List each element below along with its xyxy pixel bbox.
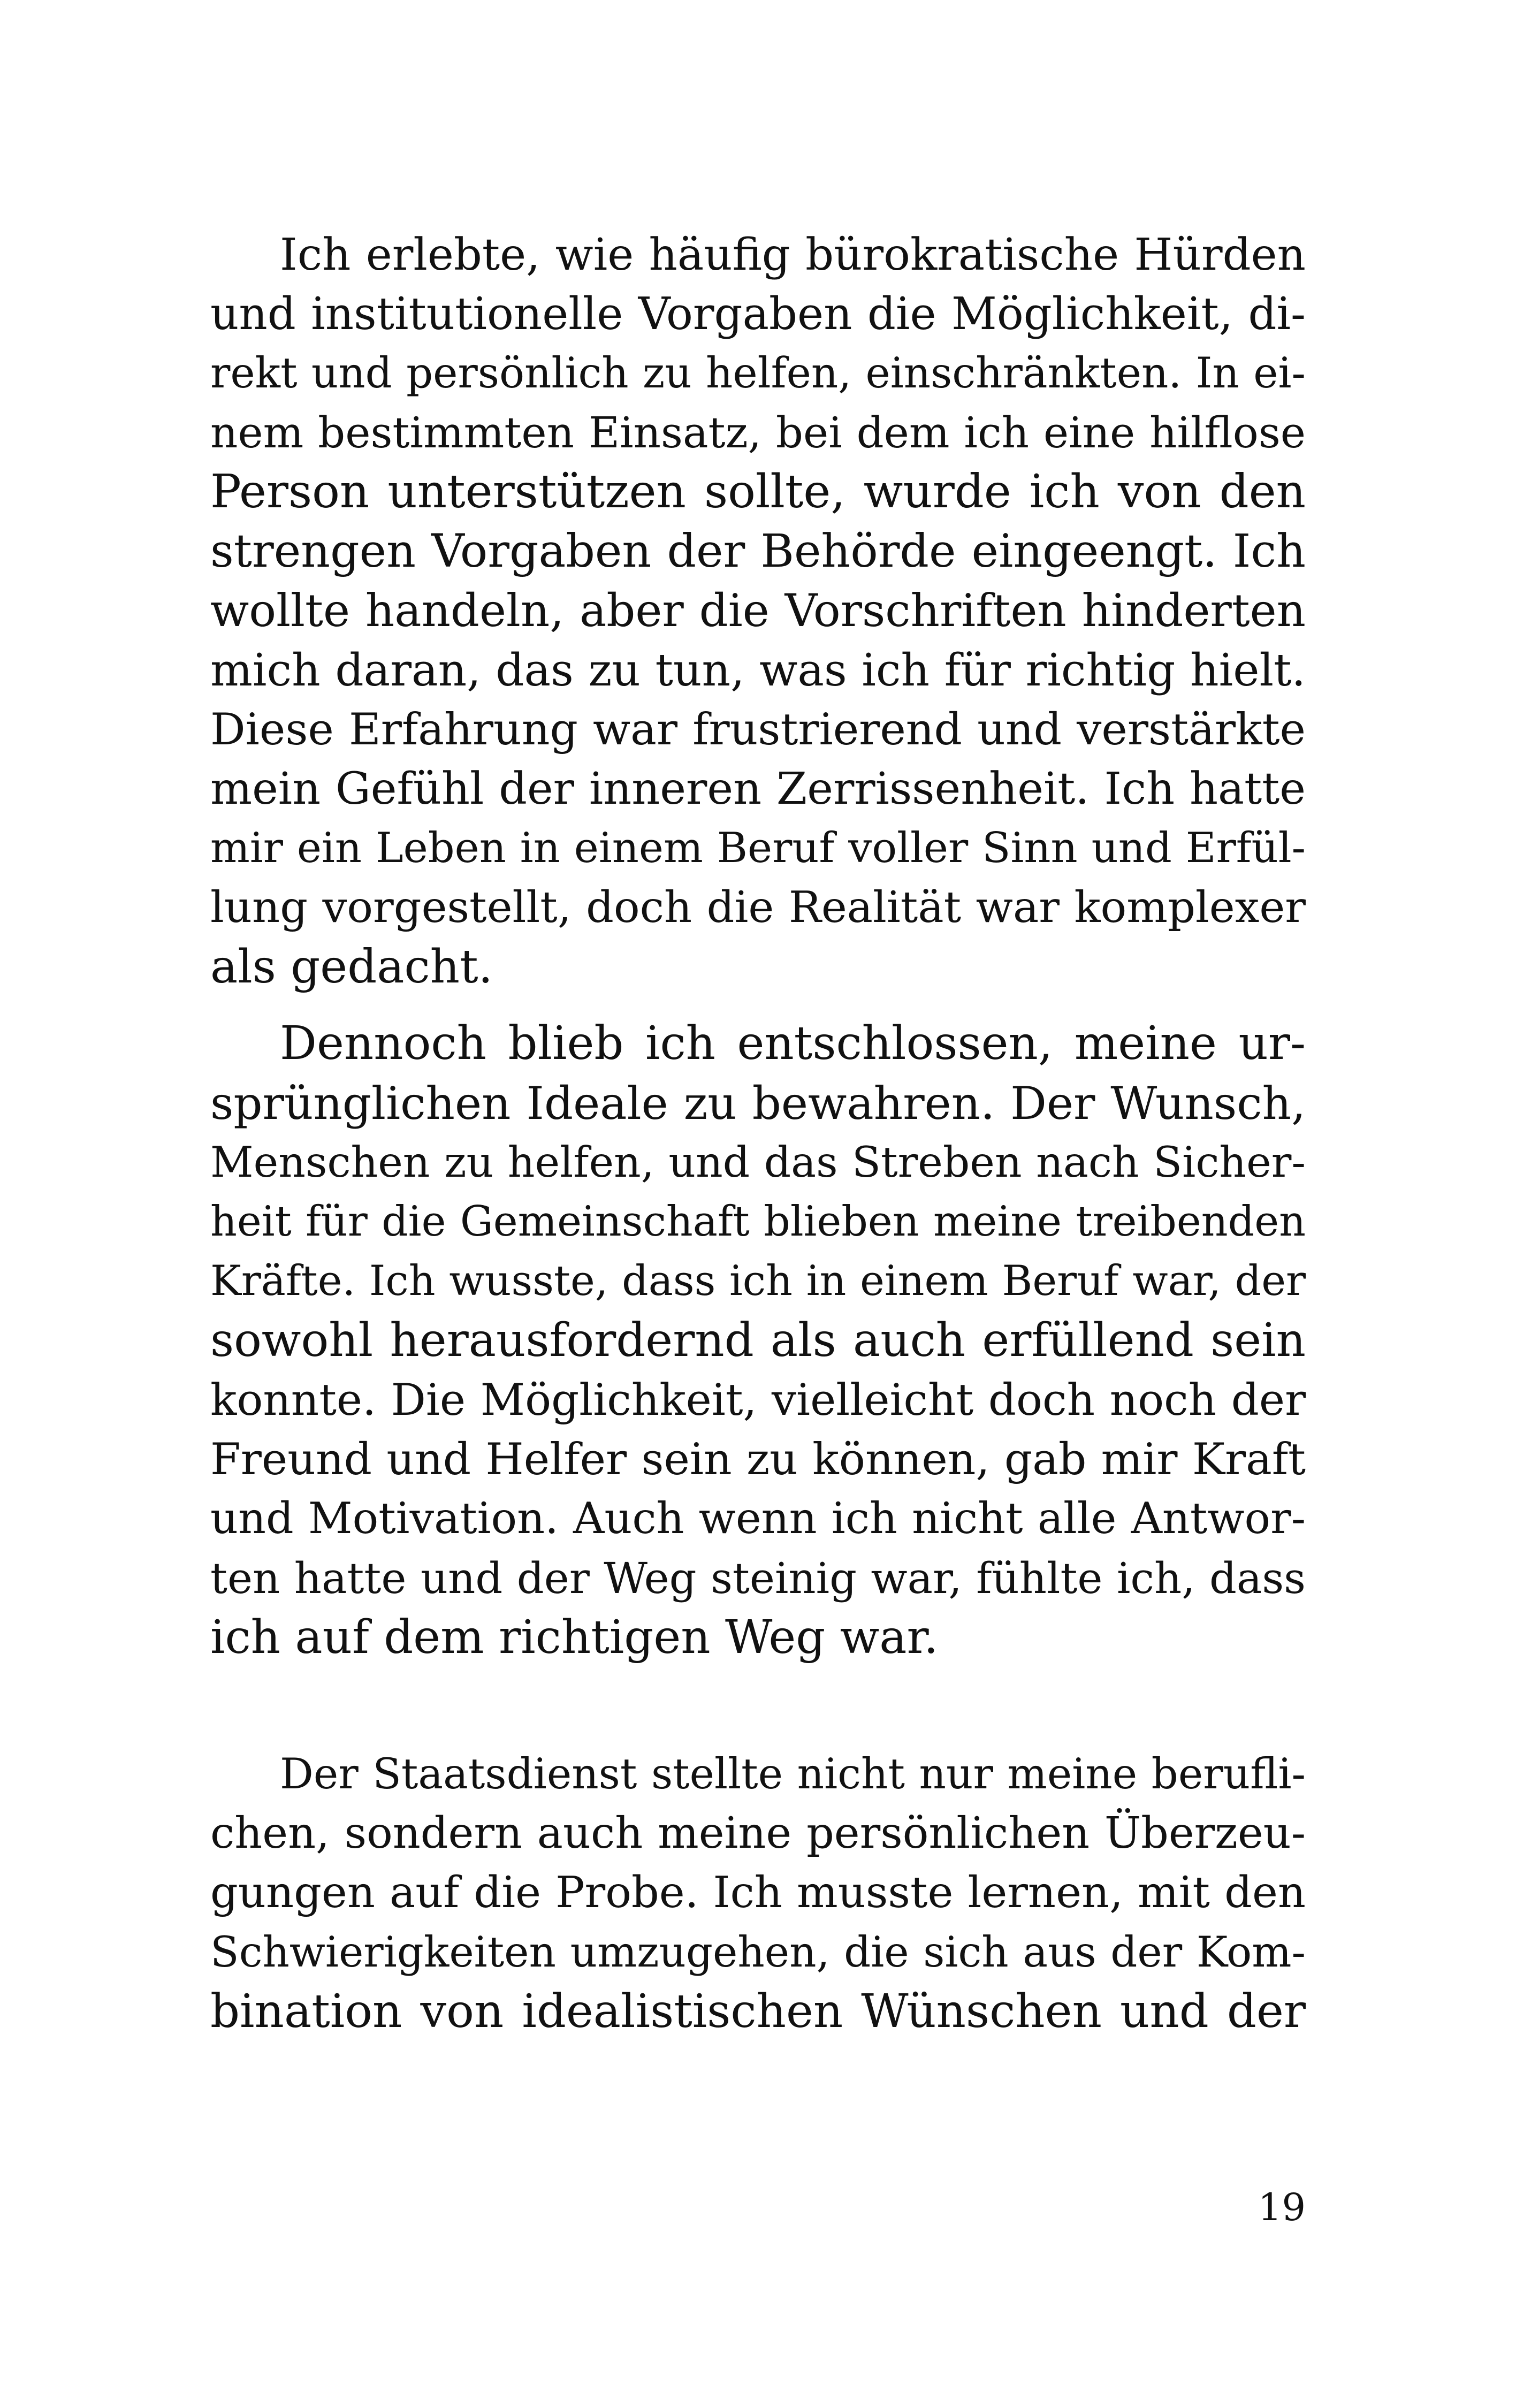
text-line: mein Gefühl der inneren Zerrissenheit. Ich hatte [210,764,1306,814]
text-line: Ich erlebte, wie häufig bürokratische Hürden [280,228,1306,280]
text-line: ich auf dem richtigen Weg war. [210,1611,939,1664]
text-line: ten hatte und der Weg steinig war, fühlte ich, dass [210,1553,1306,1603]
paragraph-1 [210,225,1306,997]
text-line: lung vorgestellt, doch die Realität war komplexer [210,882,1306,933]
text-line: gungen auf die Probe. Ich musste lernen, mit den [210,1868,1306,1918]
text-line: sowohl herausfordernd als auch erfüllend sein [210,1314,1306,1367]
text-line: als gedacht. [210,940,493,994]
text-line: Dennoch blieb ich entschlossen, meine ur- [280,1017,1306,1070]
text-line: mir ein Leben in einem Beruf voller Sinn und Erfül- [210,824,1306,872]
text-line: Kräfte. Ich wusste, dass ich in einem Beruf war, der [210,1257,1306,1305]
text-line: Diese Erfahrung war frustrierend und verstärkte [210,704,1306,755]
text-line: sprünglichen Ideale zu bewahren. Der Wunsch, [210,1077,1306,1130]
paragraph-2 [210,1014,1306,1667]
text-line: Person unterstützen sollte, wurde ich von den [210,465,1306,519]
text-line: Der Staatsdienst stellte nicht nur meine berufli- [280,1750,1306,1799]
text-line: nem bestimmten Einsatz, bei dem ich eine hilflose [210,408,1306,458]
paragraph-3 [210,1744,1306,2041]
text-line: heit für die Gemeinschaft blieben meine treibenden [210,1198,1306,1246]
text-line: und Motivation. Auch wenn ich nicht alle Antwor- [210,1493,1306,1544]
page-number: 19 [1258,2185,1306,2229]
text-line: und institutionelle Vorgaben die Möglichkeit, di- [210,288,1306,340]
text-line: rekt und persönlich zu helfen, einschränkten. In ei- [210,349,1306,398]
text-line: bination von idealistischen Wünschen und der [210,1985,1306,2038]
text-line: Schwierigkeiten umzugehen, die sich aus der Kom- [210,1928,1306,1977]
text-line: mich daran, das zu tun, was ich für richtig hielt. [210,644,1306,696]
text-line: wollte handeln, aber die Vorschriften hinderten [210,584,1306,637]
text-line: chen, sondern auch meine persönlichen Überzeu- [210,1808,1306,1858]
text-line: konnte. Die Möglichkeit, vielleicht doch noch der [210,1375,1306,1426]
text-line: Menschen zu helfen, und das Streben nach Sicher- [210,1138,1306,1187]
text-line: Freund und Helfer sein zu können, gab mir Kraft [210,1434,1306,1485]
text-line: strengen Vorgaben der Behörde eingeengt. Ich [210,525,1306,578]
